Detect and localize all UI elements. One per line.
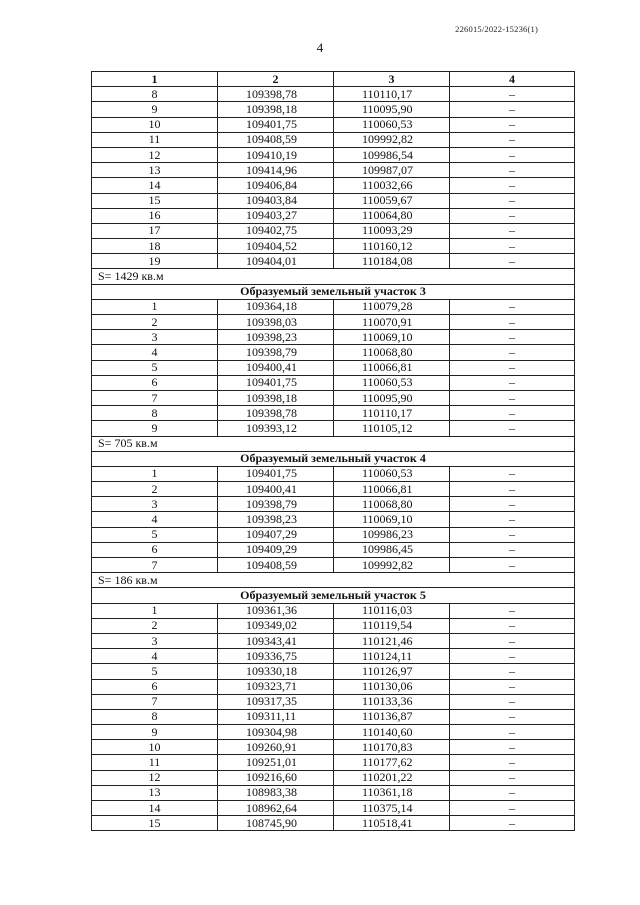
point-number-cell: 2 [92, 482, 218, 497]
note-cell: – [450, 740, 575, 755]
y-coordinate-cell: 110201,22 [334, 770, 450, 785]
x-coordinate-cell: 109401,75 [218, 375, 334, 390]
note-cell: – [450, 163, 575, 178]
y-coordinate-cell: 110093,29 [334, 223, 450, 238]
x-coordinate-cell: 109398,79 [218, 345, 334, 360]
table-row [92, 375, 575, 390]
note-cell: – [450, 709, 575, 724]
note-cell: – [450, 330, 575, 345]
column-header: 4 [450, 72, 575, 87]
note-cell: – [450, 466, 575, 481]
x-coordinate-cell: 109349,02 [218, 618, 334, 633]
x-coordinate-cell: 109401,75 [218, 117, 334, 132]
note-cell: – [450, 755, 575, 770]
point-number-cell: 14 [92, 178, 218, 193]
note-cell: – [450, 649, 575, 664]
x-coordinate-cell: 109400,41 [218, 482, 334, 497]
table-row [92, 208, 575, 223]
point-number-cell: 10 [92, 117, 218, 132]
y-coordinate-cell: 109987,07 [334, 163, 450, 178]
table-row [92, 618, 575, 633]
x-coordinate-cell: 109304,98 [218, 725, 334, 740]
table-row [92, 315, 575, 330]
table-row [92, 603, 575, 618]
x-coordinate-cell: 109404,01 [218, 254, 334, 269]
note-cell: – [450, 633, 575, 648]
x-coordinate-cell: 109330,18 [218, 664, 334, 679]
y-coordinate-cell: 110060,53 [334, 117, 450, 132]
table-row [92, 664, 575, 679]
table-row [92, 406, 575, 421]
point-number-cell: 4 [92, 649, 218, 664]
x-coordinate-cell: 109398,78 [218, 406, 334, 421]
note-cell: – [450, 299, 575, 314]
x-coordinate-cell: 109393,12 [218, 421, 334, 436]
note-cell: – [450, 527, 575, 542]
x-coordinate-cell: 109408,59 [218, 558, 334, 573]
y-coordinate-cell: 110064,80 [334, 208, 450, 223]
y-coordinate-cell: 110070,91 [334, 315, 450, 330]
point-number-cell: 8 [92, 87, 218, 102]
point-number-cell: 7 [92, 558, 218, 573]
table-row [92, 633, 575, 648]
note-cell: – [450, 558, 575, 573]
x-coordinate-cell: 109401,75 [218, 466, 334, 481]
table-row [92, 542, 575, 557]
parcel-title-row [92, 588, 575, 603]
table-row [92, 770, 575, 785]
y-coordinate-cell: 110133,36 [334, 694, 450, 709]
x-coordinate-cell: 108962,64 [218, 801, 334, 816]
x-coordinate-cell: 109361,36 [218, 603, 334, 618]
y-coordinate-cell: 110170,83 [334, 740, 450, 755]
note-cell: – [450, 147, 575, 162]
table-row [92, 512, 575, 527]
y-coordinate-cell: 110032,66 [334, 178, 450, 193]
point-number-cell: 8 [92, 709, 218, 724]
note-cell: – [450, 725, 575, 740]
note-cell: – [450, 664, 575, 679]
x-coordinate-cell: 109398,18 [218, 390, 334, 405]
point-number-cell: 5 [92, 527, 218, 542]
y-coordinate-cell: 110184,08 [334, 254, 450, 269]
table-row [92, 421, 575, 436]
table-row [92, 390, 575, 405]
note-cell: – [450, 497, 575, 512]
note-cell: – [450, 375, 575, 390]
point-number-cell: 4 [92, 345, 218, 360]
table-row [92, 223, 575, 238]
table-row [92, 360, 575, 375]
column-header: 2 [218, 72, 334, 87]
point-number-cell: 9 [92, 102, 218, 117]
table-row [92, 299, 575, 314]
point-number-cell: 1 [92, 466, 218, 481]
y-coordinate-cell: 110066,81 [334, 360, 450, 375]
table-row [92, 178, 575, 193]
table-row [92, 482, 575, 497]
x-coordinate-cell: 109408,59 [218, 132, 334, 147]
point-number-cell: 11 [92, 132, 218, 147]
y-coordinate-cell: 110119,54 [334, 618, 450, 633]
x-coordinate-cell: 109407,29 [218, 527, 334, 542]
x-coordinate-cell: 109260,91 [218, 740, 334, 755]
y-coordinate-cell: 110079,28 [334, 299, 450, 314]
point-number-cell: 3 [92, 633, 218, 648]
point-number-cell: 6 [92, 542, 218, 557]
point-number-cell: 15 [92, 816, 218, 831]
point-number-cell: 14 [92, 801, 218, 816]
note-cell: – [450, 618, 575, 633]
table-row [92, 497, 575, 512]
table-header-row [92, 72, 575, 87]
note-cell: – [450, 770, 575, 785]
note-cell: – [450, 132, 575, 147]
point-number-cell: 4 [92, 512, 218, 527]
note-cell: – [450, 542, 575, 557]
x-coordinate-cell: 109216,60 [218, 770, 334, 785]
table-row [92, 679, 575, 694]
y-coordinate-cell: 110059,67 [334, 193, 450, 208]
point-number-cell: 13 [92, 785, 218, 800]
x-coordinate-cell: 109402,75 [218, 223, 334, 238]
area-row [92, 436, 575, 451]
x-coordinate-cell: 109398,78 [218, 87, 334, 102]
point-number-cell: 13 [92, 163, 218, 178]
note-cell: – [450, 223, 575, 238]
note-cell: – [450, 406, 575, 421]
x-coordinate-cell: 109251,01 [218, 755, 334, 770]
point-number-cell: 5 [92, 664, 218, 679]
note-cell: – [450, 679, 575, 694]
x-coordinate-cell: 109414,96 [218, 163, 334, 178]
note-cell: – [450, 785, 575, 800]
area-cell: S= 1429 кв.м [92, 269, 575, 284]
x-coordinate-cell: 109398,23 [218, 512, 334, 527]
y-coordinate-cell: 109992,82 [334, 132, 450, 147]
note-cell: – [450, 87, 575, 102]
y-coordinate-cell: 109986,54 [334, 147, 450, 162]
table-row [92, 132, 575, 147]
x-coordinate-cell: 109410,19 [218, 147, 334, 162]
note-cell: – [450, 603, 575, 618]
point-number-cell: 12 [92, 770, 218, 785]
point-number-cell: 7 [92, 390, 218, 405]
y-coordinate-cell: 110130,06 [334, 679, 450, 694]
y-coordinate-cell: 110361,18 [334, 785, 450, 800]
note-cell: – [450, 421, 575, 436]
x-coordinate-cell: 109403,84 [218, 193, 334, 208]
parcel-title-cell: Образуемый земельный участок 3 [92, 284, 575, 299]
y-coordinate-cell: 110069,10 [334, 512, 450, 527]
note-cell: – [450, 102, 575, 117]
x-coordinate-cell: 109398,18 [218, 102, 334, 117]
point-number-cell: 1 [92, 603, 218, 618]
point-number-cell: 9 [92, 421, 218, 436]
x-coordinate-cell: 109343,41 [218, 633, 334, 648]
x-coordinate-cell: 108745,90 [218, 816, 334, 831]
y-coordinate-cell: 110066,81 [334, 482, 450, 497]
note-cell: – [450, 193, 575, 208]
table-row [92, 740, 575, 755]
point-number-cell: 5 [92, 360, 218, 375]
table-row [92, 755, 575, 770]
note-cell: – [450, 117, 575, 132]
x-coordinate-cell: 109409,29 [218, 542, 334, 557]
table-row [92, 649, 575, 664]
point-number-cell: 6 [92, 375, 218, 390]
y-coordinate-cell: 110124,11 [334, 649, 450, 664]
y-coordinate-cell: 109992,82 [334, 558, 450, 573]
page-number: 4 [316, 40, 324, 55]
table-row [92, 330, 575, 345]
y-coordinate-cell: 110060,53 [334, 466, 450, 481]
y-coordinate-cell: 110069,10 [334, 330, 450, 345]
table-row [92, 527, 575, 542]
y-coordinate-cell: 109986,23 [334, 527, 450, 542]
note-cell: – [450, 482, 575, 497]
y-coordinate-cell: 110068,80 [334, 345, 450, 360]
table-row [92, 239, 575, 254]
x-coordinate-cell: 109398,23 [218, 330, 334, 345]
point-number-cell: 2 [92, 315, 218, 330]
x-coordinate-cell: 109311,11 [218, 709, 334, 724]
x-coordinate-cell: 109317,35 [218, 694, 334, 709]
y-coordinate-cell: 110116,03 [334, 603, 450, 618]
table-row [92, 87, 575, 102]
note-cell: – [450, 254, 575, 269]
note-cell: – [450, 360, 575, 375]
x-coordinate-cell: 109400,41 [218, 360, 334, 375]
x-coordinate-cell: 109336,75 [218, 649, 334, 664]
x-coordinate-cell: 109364,18 [218, 299, 334, 314]
area-row [92, 573, 575, 588]
table-row [92, 466, 575, 481]
point-number-cell: 12 [92, 147, 218, 162]
y-coordinate-cell: 110518,41 [334, 816, 450, 831]
point-number-cell: 10 [92, 740, 218, 755]
table-row [92, 117, 575, 132]
y-coordinate-cell: 110105,12 [334, 421, 450, 436]
parcel-title-row [92, 451, 575, 466]
point-number-cell: 15 [92, 193, 218, 208]
table-row [92, 254, 575, 269]
point-number-cell: 1 [92, 299, 218, 314]
table-row [92, 163, 575, 178]
parcel-title-cell: Образуемый земельный участок 5 [92, 588, 575, 603]
point-number-cell: 3 [92, 330, 218, 345]
note-cell: – [450, 315, 575, 330]
document-number: 226015/2022-15236(1) [455, 24, 538, 34]
x-coordinate-cell: 109404,52 [218, 239, 334, 254]
table-row [92, 694, 575, 709]
point-number-cell: 17 [92, 223, 218, 238]
x-coordinate-cell: 109323,71 [218, 679, 334, 694]
x-coordinate-cell: 109398,03 [218, 315, 334, 330]
parcel-title-cell: Образуемый земельный участок 4 [92, 451, 575, 466]
point-number-cell: 18 [92, 239, 218, 254]
x-coordinate-cell: 109406,84 [218, 178, 334, 193]
x-coordinate-cell: 109403,27 [218, 208, 334, 223]
parcel-title-row [92, 284, 575, 299]
table-row [92, 816, 575, 831]
note-cell: – [450, 239, 575, 254]
note-cell: – [450, 512, 575, 527]
x-coordinate-cell: 108983,38 [218, 785, 334, 800]
column-header: 1 [92, 72, 218, 87]
point-number-cell: 8 [92, 406, 218, 421]
table-row [92, 193, 575, 208]
y-coordinate-cell: 110095,90 [334, 102, 450, 117]
y-coordinate-cell: 110126,97 [334, 664, 450, 679]
y-coordinate-cell: 110136,87 [334, 709, 450, 724]
column-header: 3 [334, 72, 450, 87]
note-cell: – [450, 208, 575, 223]
table-row [92, 709, 575, 724]
table-row [92, 102, 575, 117]
point-number-cell: 2 [92, 618, 218, 633]
y-coordinate-cell: 110110,17 [334, 406, 450, 421]
y-coordinate-cell: 110160,12 [334, 239, 450, 254]
y-coordinate-cell: 110140,60 [334, 725, 450, 740]
point-number-cell: 19 [92, 254, 218, 269]
point-number-cell: 6 [92, 679, 218, 694]
table-row [92, 725, 575, 740]
y-coordinate-cell: 110177,62 [334, 755, 450, 770]
area-cell: S= 186 кв.м [92, 573, 575, 588]
coordinates-table [91, 71, 575, 831]
y-coordinate-cell: 110121,46 [334, 633, 450, 648]
point-number-cell: 3 [92, 497, 218, 512]
note-cell: – [450, 178, 575, 193]
y-coordinate-cell: 109986,45 [334, 542, 450, 557]
area-row [92, 269, 575, 284]
point-number-cell: 7 [92, 694, 218, 709]
note-cell: – [450, 816, 575, 831]
table-row [92, 345, 575, 360]
y-coordinate-cell: 110068,80 [334, 497, 450, 512]
table-row [92, 147, 575, 162]
y-coordinate-cell: 110095,90 [334, 390, 450, 405]
point-number-cell: 16 [92, 208, 218, 223]
note-cell: – [450, 345, 575, 360]
y-coordinate-cell: 110375,14 [334, 801, 450, 816]
table-row [92, 785, 575, 800]
note-cell: – [450, 694, 575, 709]
point-number-cell: 9 [92, 725, 218, 740]
y-coordinate-cell: 110060,53 [334, 375, 450, 390]
table-row [92, 801, 575, 816]
note-cell: – [450, 390, 575, 405]
point-number-cell: 11 [92, 755, 218, 770]
area-cell: S= 705 кв.м [92, 436, 575, 451]
note-cell: – [450, 801, 575, 816]
table-row [92, 558, 575, 573]
x-coordinate-cell: 109398,79 [218, 497, 334, 512]
y-coordinate-cell: 110110,17 [334, 87, 450, 102]
